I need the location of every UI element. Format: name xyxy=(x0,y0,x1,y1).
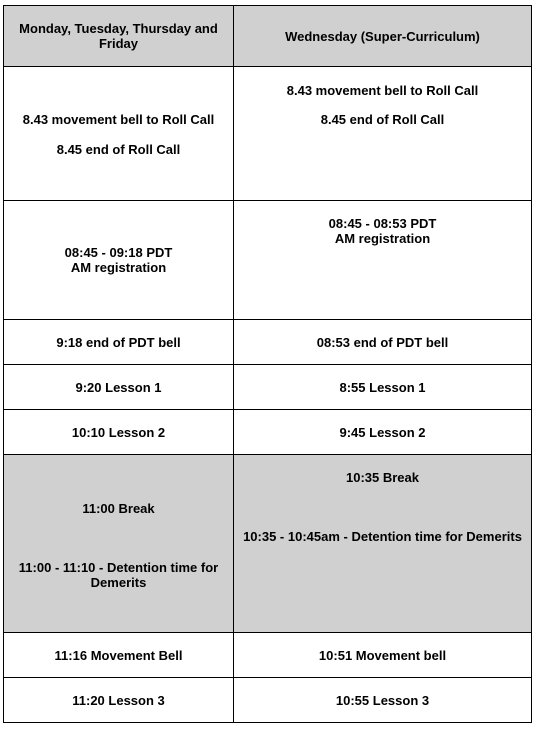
cell-text: AM registration xyxy=(334,231,431,246)
cell-text: 8.45 end of Roll Call xyxy=(56,142,181,157)
table-row xyxy=(4,410,532,455)
table-row-break xyxy=(4,455,532,633)
cell-weekdays: 9:20 Lesson 1 xyxy=(4,365,234,410)
cell-text: 11:00 - 11:10 - Detention time for Demerits xyxy=(18,560,219,590)
cell-text: 11:00 Break xyxy=(82,501,155,516)
cell-weekdays: 11:20 Lesson 3 xyxy=(4,678,234,723)
cell-text: 8.43 movement bell to Roll Call xyxy=(286,83,479,98)
cell-break-wednesday xyxy=(234,455,532,633)
cell-weekdays: 9:18 end of PDT bell xyxy=(4,320,234,365)
table-row xyxy=(4,678,532,723)
cell-weekdays: 11:16 Movement Bell xyxy=(4,633,234,678)
cell-text: 10:35 - 10:45am - Detention time for Demerits xyxy=(243,529,522,544)
cell-roll-call-weekdays xyxy=(4,67,234,201)
timetable xyxy=(3,5,532,723)
header-wednesday: Wednesday (Super-Curriculum) xyxy=(234,6,532,67)
table-row xyxy=(4,67,532,201)
cell-wednesday: 9:45 Lesson 2 xyxy=(234,410,532,455)
cell-text: 8.43 movement bell to Roll Call xyxy=(22,112,215,127)
cell-wednesday: 10:51 Movement bell xyxy=(234,633,532,678)
cell-break-weekdays xyxy=(4,455,234,633)
table-row xyxy=(4,201,532,320)
cell-text: AM registration xyxy=(70,260,167,275)
header-weekdays: Monday, Tuesday, Thursday and Friday xyxy=(4,6,234,67)
cell-text: 10:35 Break xyxy=(346,470,419,485)
cell-wednesday: 8:55 Lesson 1 xyxy=(234,365,532,410)
table-row xyxy=(4,633,532,678)
cell-text: 8.45 end of Roll Call xyxy=(320,112,445,127)
table-row xyxy=(4,320,532,365)
cell-roll-call-wednesday xyxy=(234,67,532,201)
cell-wednesday: 08:53 end of PDT bell xyxy=(234,320,532,365)
cell-text: 08:45 - 09:18 PDT xyxy=(64,245,173,260)
cell-pdt-wednesday xyxy=(234,201,532,320)
table-row xyxy=(4,365,532,410)
cell-pdt-weekdays xyxy=(4,201,234,320)
cell-weekdays: 10:10 Lesson 2 xyxy=(4,410,234,455)
header-row xyxy=(4,6,532,67)
cell-wednesday: 10:55 Lesson 3 xyxy=(234,678,532,723)
cell-text: 08:45 - 08:53 PDT xyxy=(328,216,437,231)
